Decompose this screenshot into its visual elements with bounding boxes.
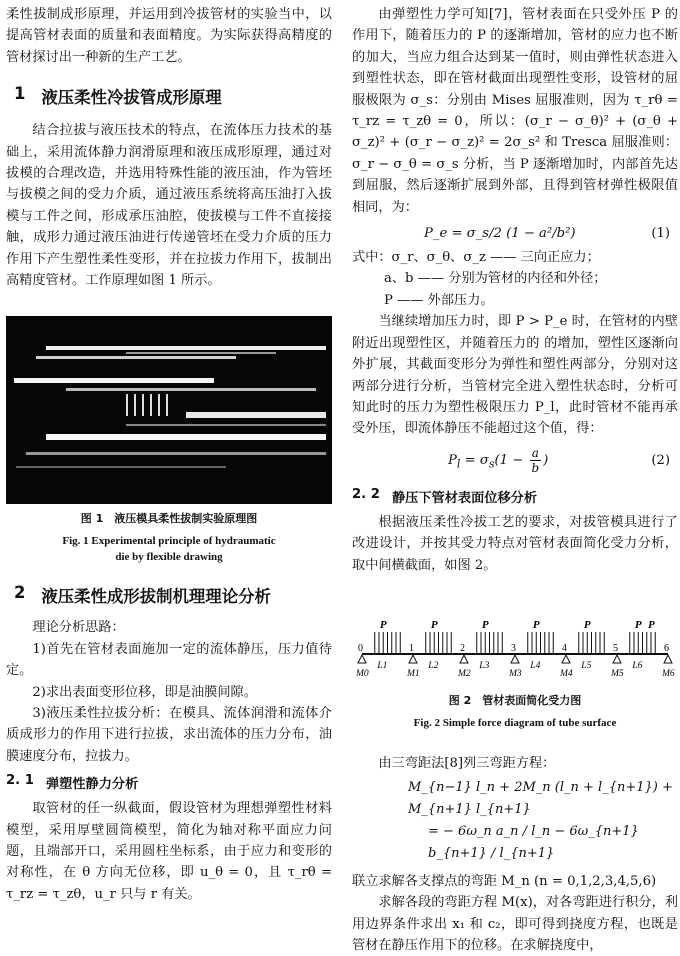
analysis-step: 1)首先在管材表面施加一定的流体静压，压力值待定。	[6, 641, 332, 679]
support-triangle	[460, 655, 468, 663]
figure-2-caption-en: Fig. 2 Simple force diagram of tube surface	[413, 717, 617, 730]
support-label: M0	[356, 669, 369, 679]
support-label: M3	[509, 669, 522, 679]
span-label: L5	[581, 661, 592, 671]
section-title: 弹塑性静力分析	[45, 777, 139, 793]
equation-2-number: (2)	[651, 452, 670, 468]
section-1-heading	[14, 84, 332, 108]
section-number: 2. 2	[352, 486, 380, 502]
right-paragraph-5: 联立求解各支撑点的弯距 M_n (n = 0,1,2,3,4,5,6)	[352, 873, 657, 889]
right-column	[352, 0, 678, 576]
load-label: P	[481, 620, 489, 631]
load-label: P	[532, 620, 540, 631]
right-paragraph-6: 求解各段的弯距方程 M(x)，对各弯距进行积分，利用边界条件求出 x₁ 和 c₂，即可得到挠度方程，也既是管材在静压作用下的位移。在求解挠度中，	[352, 895, 678, 954]
left-column	[6, 0, 332, 291]
support-label: M5	[611, 669, 624, 679]
span-label: L1	[377, 661, 388, 671]
span-label: L4	[530, 661, 541, 671]
load-label: P	[648, 620, 655, 631]
figure-2-diagram	[352, 620, 678, 684]
node-number: 1	[409, 643, 414, 654]
figure-1-image	[6, 316, 332, 504]
node-number: 0	[358, 643, 363, 654]
node-number: 4	[562, 643, 567, 654]
node-number: 2	[460, 643, 465, 654]
equation-3-line-2: = − 6ω_n a_n / l_n − 6ω_{n+1} b_{n+1} / l_{n+1}	[428, 823, 639, 861]
support-triangle	[562, 655, 570, 663]
analysis-steps	[6, 617, 332, 767]
figure-1-caption-en-1: Fig. 1 Experimental principle of hydraumatic	[62, 535, 276, 548]
intro-paragraph: 柔性拔制成形原理，并运用到冷拔管材的实验当中，以提高管材表面的质量和表面精度。为实际获得高精度的管材探讨出一种新的生产工艺。	[6, 7, 332, 65]
symbol-line: 式中：σ_r、σ_θ、σ_z —— 三向正应力；	[352, 250, 600, 266]
load-label: P	[583, 620, 591, 631]
support-triangle	[511, 655, 519, 663]
section-title: 静压下管材表面位移分析	[391, 490, 538, 506]
equation-1	[352, 226, 678, 241]
figure-2-caption-cn: 图 2 管材表面简化受力图	[448, 694, 582, 707]
node-number: 6	[664, 643, 669, 654]
section-2-1-heading	[6, 773, 332, 792]
equation-2-body: $P_l = \sigma_s(1$ − $\frac{a}{b}$ )	[448, 445, 549, 475]
support-triangle	[409, 655, 417, 663]
support-label: M6	[662, 669, 675, 679]
right-column-lower	[352, 690, 678, 956]
load-label: P	[634, 620, 642, 631]
right-paragraph-4: 由三弯距法[8]列三弯距方程：	[378, 756, 556, 772]
section-2-heading	[14, 583, 332, 607]
support-triangle	[613, 655, 621, 663]
load-label: P	[379, 620, 387, 631]
right-paragraph-1: 由弹塑性力学可知[7]，管材表面在只受外压 P 的作用下，随着压力的 P 的逐渐增加，管材的应力也不断的加大，当应力组合达到某一值时，则由弹性状态进入到塑性状态，即在管材截面出现塑性变形，设管材的屈服极限为 σ_s：分别由 Mises 屈服准则，因为 τ_rθ = τ_rz = τ_zθ = 0，所以：(σ_r − σ_θ)² + (σ_θ + σ_z)² + (σ_r − σ_z)² = 2σ_s² 和 Tresca 屈服准则：σ_r − σ_θ = σ_s 分析，当 P 逐渐增加时，内部首先达到屈服，然后逐渐扩展到外部，且得到管材弹性极限值相同，为：	[352, 7, 678, 215]
section-title: 液压柔性成形拔制机理理论分析	[41, 587, 271, 607]
right-paragraph-2: 当继续增加压力时，即 P > P_e 时，在管材的内壁附近出现塑性区，并随着压力的 的增加，塑性区逐渐向外扩展，其截面变形分为弹性和塑性两部分，分别对这两部分进行分析，当管材完全进入塑性状态时，分析可知此时的压力为塑性极限压力 P_l，此时管材不能再承受外压，即流体静压不能超过这个值，得：	[352, 314, 678, 437]
span-label: L3	[479, 661, 490, 671]
section-number: 2	[14, 583, 26, 603]
support-label: M1	[407, 669, 420, 679]
symbol-definitions	[352, 247, 678, 311]
span-label: L2	[428, 661, 439, 671]
symbol-line: a、b —— 分别为管材的内径和外径；	[384, 271, 607, 287]
section-number: 1	[14, 84, 26, 104]
section-2-2-heading	[352, 487, 678, 506]
symbol-line: P —— 外部压力。	[384, 292, 494, 308]
analysis-step: 3)液压柔性拉拔分析：在模具、流体润滑和流体介质成形力的作用下进行拉拔，求出流体的压力分布，油膜速度分布，拉拔力。	[6, 706, 332, 764]
support-label: M4	[560, 669, 573, 679]
left-column-lower	[6, 508, 332, 905]
support-triangle	[358, 655, 366, 663]
section-number: 2. 1	[6, 773, 34, 789]
section-1-paragraph: 结合拉拔与液压技术的特点，在流体压力技术的基础上，采用流体静力润滑原理和液压成形原理，通过对拔模的合理改造，并选用特殊性能的液压油，作为管坯与拔模之间的受力介质，通过液压系统将高压油打入拔模与工件之间，形成承压油腔，使拔模与工件不直接接触，成形力通过液压油进行传递管坯在受力介质的压力作用下产生塑性柔性变形，并在拉拔力作用下，拔制出高精度管材。工作原理如图 1 所示。	[6, 123, 332, 289]
load-label: P	[430, 620, 438, 631]
node-number: 3	[511, 643, 516, 654]
support-triangle	[664, 655, 672, 663]
span-label: L6	[632, 661, 643, 671]
equation-3	[352, 777, 678, 865]
equation-2	[352, 446, 678, 475]
support-label: M2	[458, 669, 471, 679]
figure-1-caption-en-2: die by flexible drawing	[115, 551, 223, 564]
section-title: 液压柔性冷拔管成形原理	[41, 88, 222, 108]
equation-1-number: (1)	[651, 226, 670, 242]
analysis-step: 2)求出表面变形位移，即是油膜间隙。	[32, 684, 257, 700]
analysis-step: 理论分析思路：	[32, 620, 125, 636]
right-paragraph-3: 根据液压柔性冷拔工艺的要求，对拔管模具进行了改进设计，并按其受力特点对管材表面简化受力分析，取中间横截面，如图 2。	[352, 514, 678, 573]
node-number: 5	[613, 643, 618, 654]
section-2-1-paragraph: 取管材的任一纵截面，假设管材为理想弹塑性材料模型，采用厚壁圆筒模型，简化为轴对称平面应力问题，且端部开口，采用圆柱坐标系，由于应力和变形的对称性，在 θ 方向无位移，即 u_θ = 0，且 τ_rθ = τ_rz = τ_zθ，u_r 只与 r 有关。	[6, 801, 332, 902]
beam-svg	[352, 620, 678, 684]
figure-1-caption-cn: 图 1 液压模具柔性拔制实验原理图	[80, 512, 258, 525]
equation-3-line-1: M_{n−1} l_n + 2M_n (l_n + l_{n+1}) + M_{n+1} l_{n+1}	[408, 779, 673, 817]
equation-1-body: P_e = σ_s/2 (1 − a²/b²)	[424, 226, 576, 242]
